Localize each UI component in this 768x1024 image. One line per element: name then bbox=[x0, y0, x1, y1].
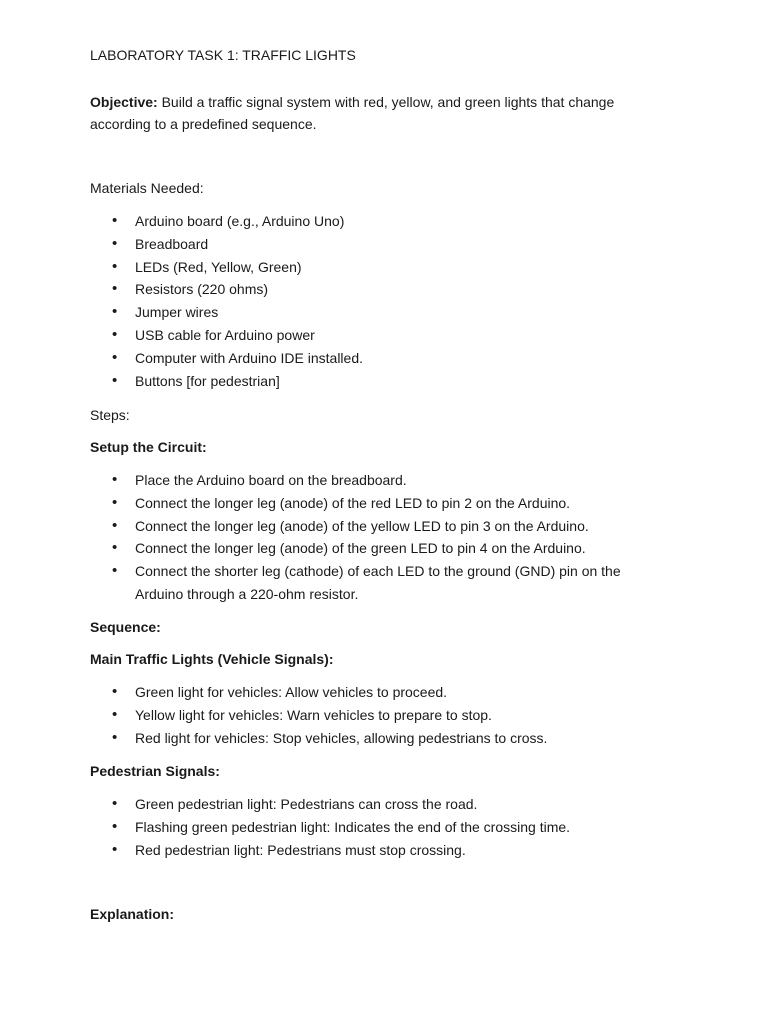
list-item: • Computer with Arduino IDE installed. bbox=[90, 347, 650, 370]
main-lights-list bbox=[90, 681, 650, 749]
list-item: • Jumper wires bbox=[90, 301, 650, 324]
main-lights-heading: Main Traffic Lights (Vehicle Signals): bbox=[90, 651, 334, 667]
list-item: • Green light for vehicles: Allow vehicles to proceed. bbox=[90, 681, 650, 704]
materials-heading: Materials Needed: bbox=[90, 180, 204, 196]
pedestrian-list bbox=[90, 793, 650, 861]
list-item: • Flashing green pedestrian light: Indicates the end of the crossing time. bbox=[90, 816, 650, 839]
pedestrian-heading: Pedestrian Signals: bbox=[90, 763, 220, 779]
list-item: • Yellow light for vehicles: Warn vehicles to prepare to stop. bbox=[90, 704, 650, 727]
list-item: • Connect the longer leg (anode) of the red LED to pin 2 on the Arduino. bbox=[90, 492, 650, 515]
list-item: • Arduino board (e.g., Arduino Uno) bbox=[90, 210, 650, 233]
list-item: • Green pedestrian light: Pedestrians can cross the road. bbox=[90, 793, 650, 816]
list-item: • Breadboard bbox=[90, 233, 650, 256]
list-item: • USB cable for Arduino power bbox=[90, 324, 650, 347]
list-item: • Connect the longer leg (anode) of the yellow LED to pin 3 on the Arduino. bbox=[90, 515, 650, 538]
setup-list bbox=[90, 469, 650, 606]
list-item: • Red light for vehicles: Stop vehicles, allowing pedestrians to cross. bbox=[90, 727, 650, 750]
list-item: • Connect the shorter leg (cathode) of each LED to the ground (GND) pin on the Arduino through a 220-ohm resistor. bbox=[90, 560, 650, 606]
sequence-heading: Sequence: bbox=[90, 619, 161, 635]
list-item: • Red pedestrian light: Pedestrians must stop crossing. bbox=[90, 839, 650, 862]
list-item: • Connect the longer leg (anode) of the green LED to pin 4 on the Arduino. bbox=[90, 537, 650, 560]
steps-heading: Steps: bbox=[90, 407, 130, 423]
list-item: • Resistors (220 ohms) bbox=[90, 278, 650, 301]
list-item: • Place the Arduino board on the breadboard. bbox=[90, 469, 650, 492]
materials-list bbox=[90, 210, 650, 392]
list-item: • LEDs (Red, Yellow, Green) bbox=[90, 256, 650, 279]
document-title: LABORATORY TASK 1: TRAFFIC LIGHTS bbox=[90, 47, 356, 63]
objective-text: Build a traffic signal system with red, yellow, and green lights that change according to a predefined sequence. bbox=[90, 94, 615, 132]
objective-label: Objective: bbox=[90, 94, 158, 110]
objective-paragraph bbox=[90, 91, 650, 135]
setup-heading: Setup the Circuit: bbox=[90, 439, 207, 455]
list-item: • Buttons [for pedestrian] bbox=[90, 370, 650, 393]
explanation-heading: Explanation: bbox=[90, 906, 175, 922]
